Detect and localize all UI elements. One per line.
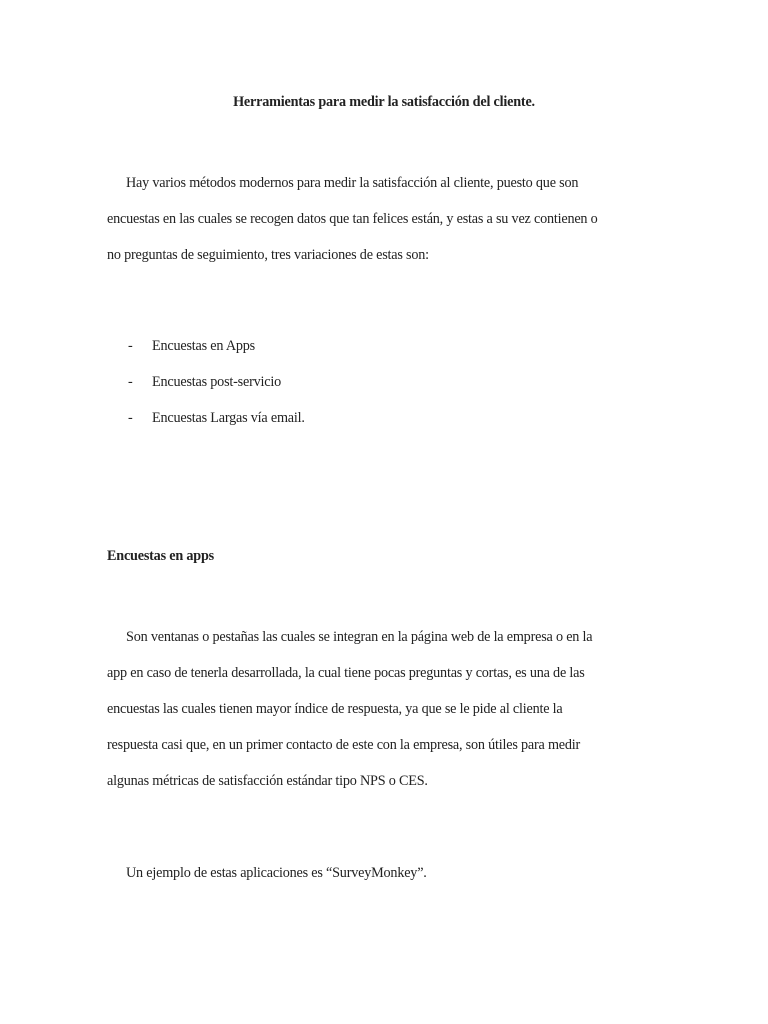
list-item (128, 406, 305, 442)
section-paragraph (107, 619, 659, 799)
section-line: encuestas las cuales tienen mayor índice de respuesta, ya que se le pide al cliente la (107, 701, 563, 717)
section-line: respuesta casi que, en un primer contacto de este con la empresa, son útiles para medir (107, 737, 581, 753)
example-line: Un ejemplo de estas aplicaciones es “SurveyMonkey”. (126, 865, 427, 881)
document-title: Herramientas para medir la satisfacción del cliente. (233, 94, 535, 110)
section-line: algunas métricas de satisfacción estándar tipo NPS o CES. (107, 773, 428, 789)
intro-line: no preguntas de seguimiento, tres variaciones de estas son: (107, 247, 429, 263)
section-line: app en caso de tenerla desarrollada, la cual tiene pocas preguntas y cortas, es una de las (107, 665, 585, 681)
list-item-label: Encuestas post-servicio (152, 374, 281, 390)
list-item-label: Encuestas Largas vía email. (152, 410, 305, 426)
list-item (128, 334, 305, 370)
bullet-list (128, 334, 305, 442)
example-paragraph (107, 855, 659, 891)
bullet-dash: - (128, 410, 133, 426)
intro-line: encuestas en las cuales se recogen datos que tan felices están, y estas a su vez contienen o (107, 211, 598, 227)
intro-paragraph (107, 165, 659, 273)
intro-line: Hay varios métodos modernos para medir la satisfacción al cliente, puesto que son (126, 175, 579, 191)
bullet-dash: - (128, 338, 133, 354)
section-line: Son ventanas o pestañas las cuales se integran en la página web de la empresa o en la (126, 629, 593, 645)
list-item (128, 370, 305, 406)
bullet-dash: - (128, 374, 133, 390)
list-item-label: Encuestas en Apps (152, 338, 255, 354)
section-heading: Encuestas en apps (107, 548, 214, 564)
